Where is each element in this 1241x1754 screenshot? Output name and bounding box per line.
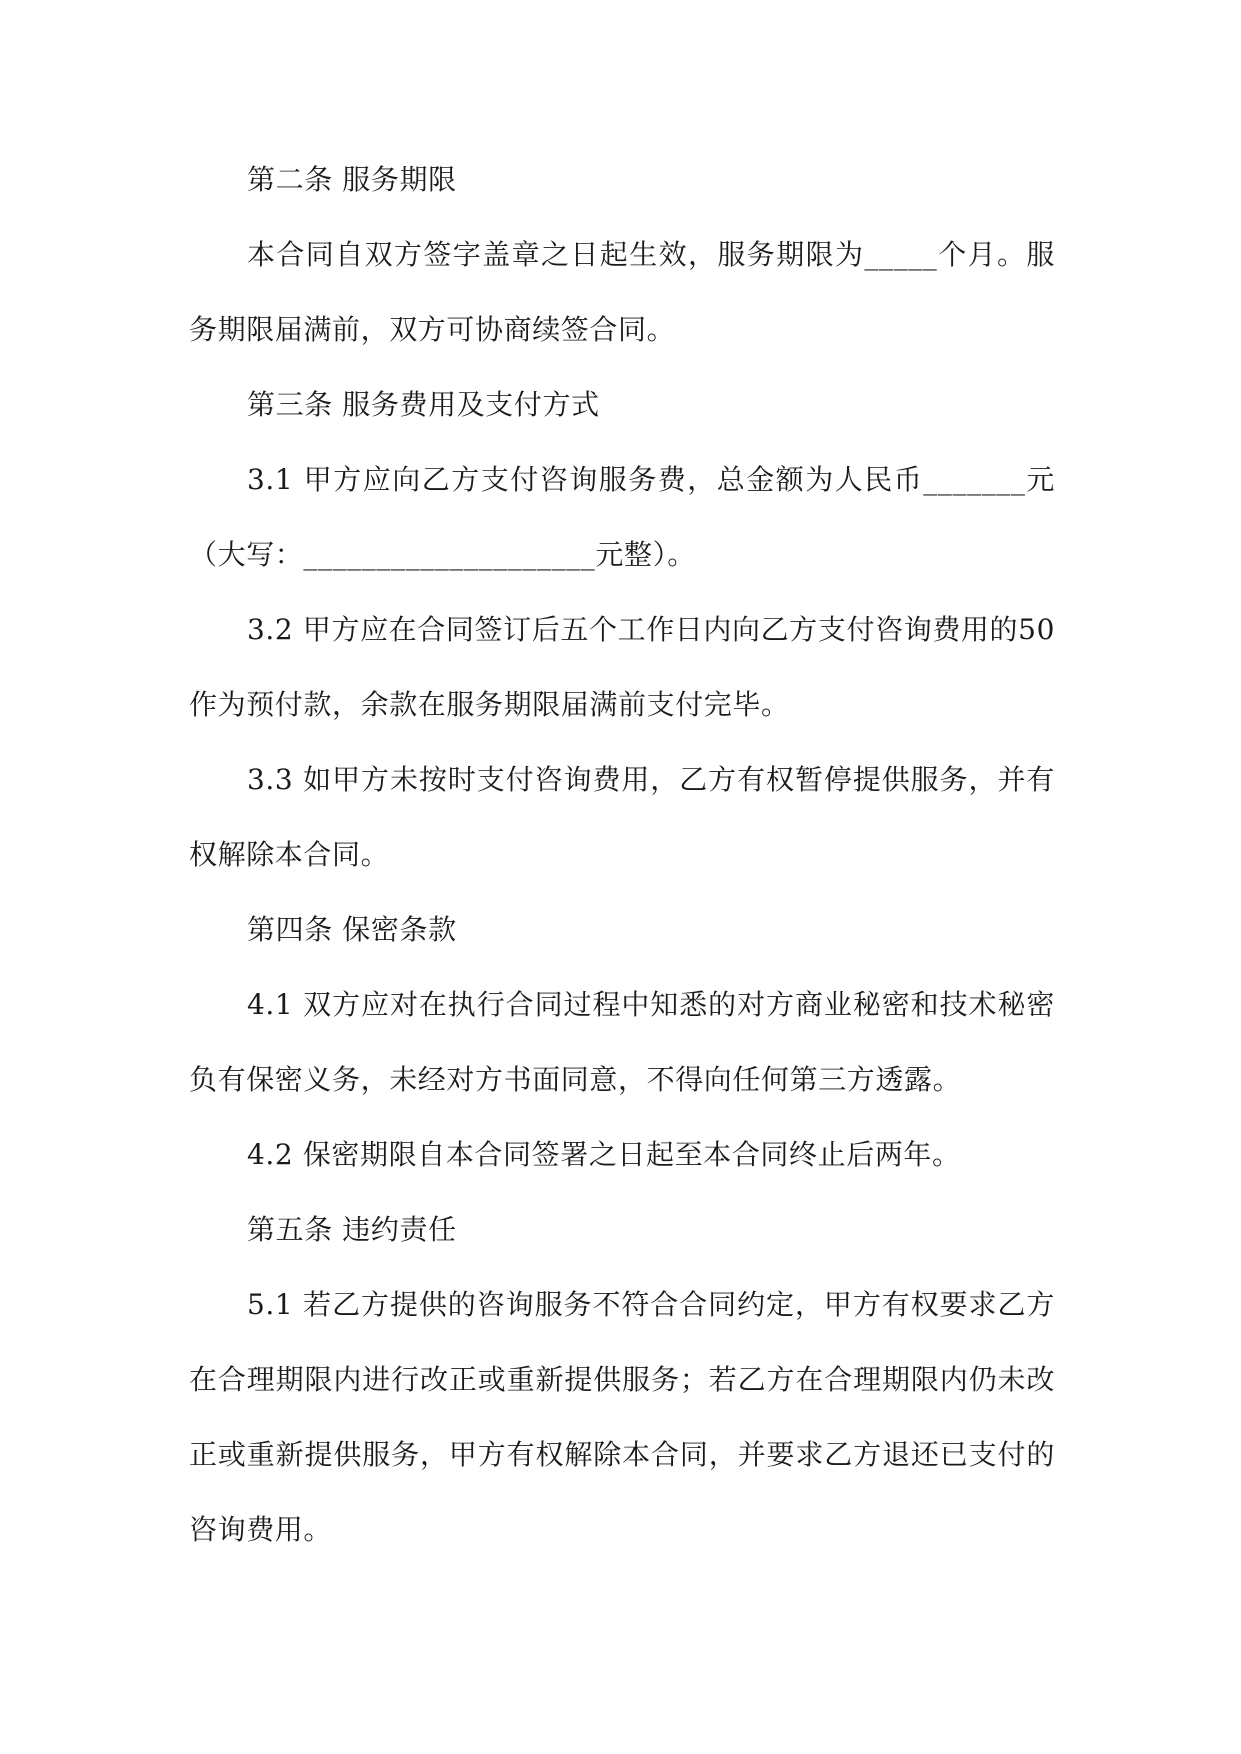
clause-4-1: 4.1 双方应对在执行合同过程中知悉的对方商业秘密和技术秘密负有保密义务，未经对方书面同意，不得向任何第三方透露。 — [189, 988, 1055, 1096]
article-2-body: 本合同自双方签字盖章之日起生效，服务期限为_____个月。服务期限届满前，双方可协商续签合同。 — [189, 238, 1055, 346]
clause-3-2: 3.2 甲方应在合同签订后五个工作日内向乙方支付咨询费用的50作为预付款，余款在服务期限届满前支付完毕。 — [189, 613, 1055, 721]
article-4-heading: 第四条 保密条款 — [247, 913, 457, 946]
clause-3-1: 3.1 甲方应向乙方支付咨询服务费，总金额为人民币_______元（大写：____________________元整）。 — [189, 463, 1055, 571]
clause-5-1: 5.1 若乙方提供的咨询服务不符合合同约定，甲方有权要求乙方在合理期限内进行改正或重新提供服务；若乙方在合理期限内仍未改正或重新提供服务，甲方有权解除本合同，并要求乙方退还已支付的咨询费用。 — [189, 1288, 1055, 1546]
clause-4-2: 4.2 保密期限自本合同签署之日起至本合同终止后两年。 — [247, 1138, 961, 1171]
article-5-heading: 第五条 违约责任 — [247, 1213, 457, 1246]
clause-3-3: 3.3 如甲方未按时支付咨询费用，乙方有权暂停提供服务，并有权解除本合同。 — [189, 763, 1055, 871]
article-3-heading: 第三条 服务费用及支付方式 — [247, 388, 600, 421]
article-2-heading: 第二条 服务期限 — [247, 163, 457, 196]
document-body — [189, 142, 1055, 1567]
